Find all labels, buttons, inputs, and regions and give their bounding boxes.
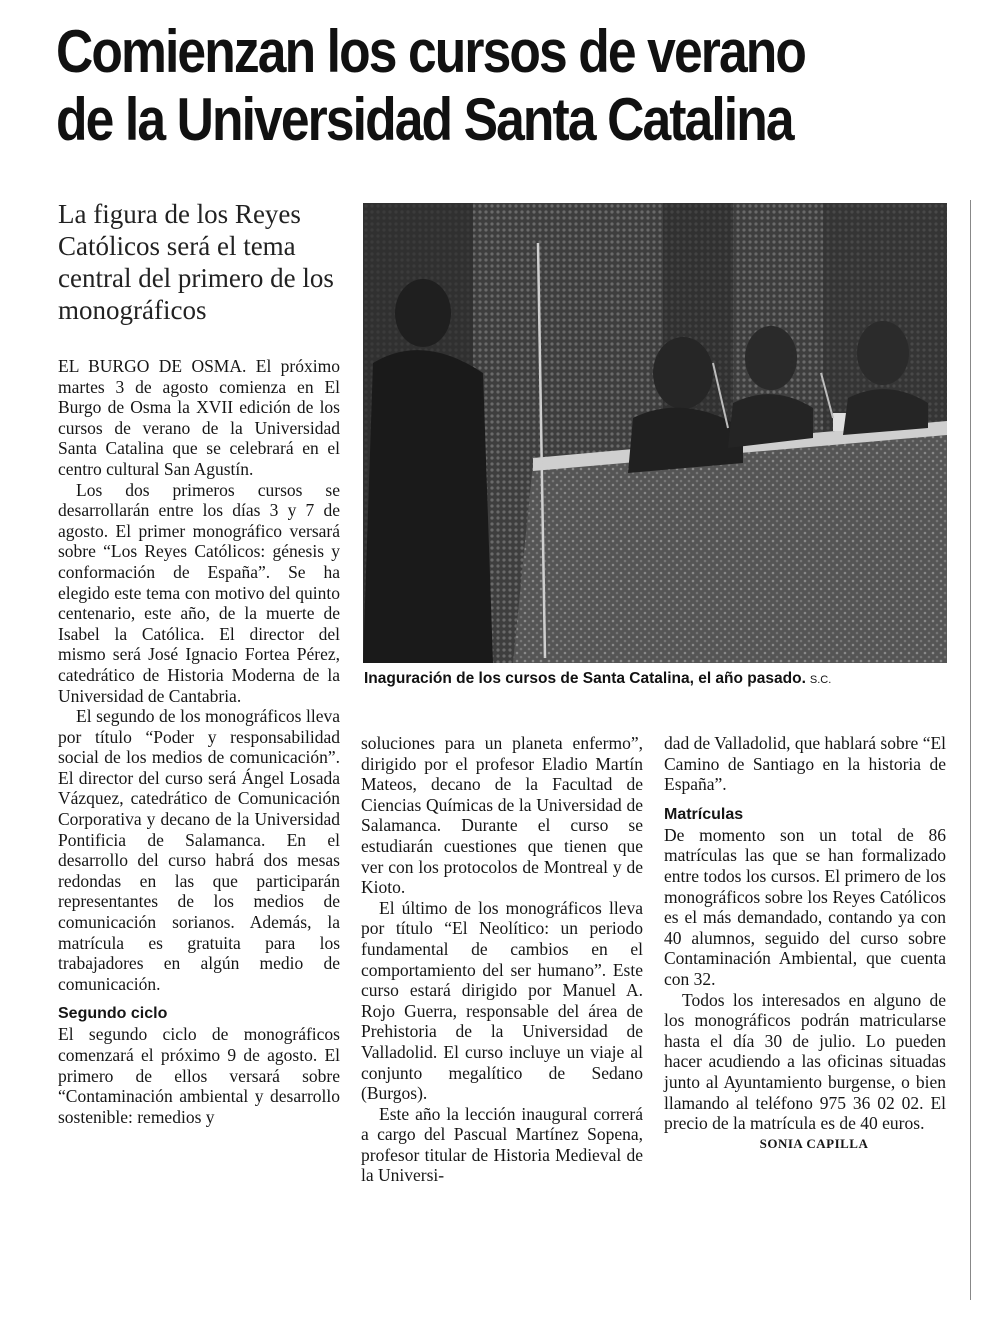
article-column-1 <box>58 356 340 1127</box>
headline-line-1: Comienzan los cursos de verano <box>56 18 806 85</box>
column-rule <box>970 200 971 1300</box>
photo-caption-text: Inaguración de los cursos de Santa Catalina, el año pasado. <box>364 670 806 687</box>
paragraph: EL BURGO DE OSMA. El próximo martes 3 de agosto comienza en El Burgo de Osma la XVII edición de los cursos de verano de la Universidad Santa Catalina que se celebrará en el centro cultural San Agustín. <box>58 356 340 479</box>
paragraph: Los dos primeros cursos se desarrollarán entre los días 3 y 7 de agosto. El primer monográfico versará sobre “Los Reyes Católicos: génesis y conformación de España”. Se ha elegido este tema con motivo del quinto centenario, este año, de la muerte de Isabel la Católica. El director del mismo será José Ignacio Fortea Pérez, catedrático de Historia Moderna de la Universidad de Cantabria. <box>58 479 340 706</box>
paragraph: El último de los monográficos lleva por título “El Neolítico: un periodo fundamental de cambios en el comportamiento del ser humano”. Este curso estará dirigido por Manuel A. Rojo Guerra, responsable del área de Prehistoria de la Universidad de Valladolid. El curso incluye un viaje al conjunto megalítico de Sedano (Burgos). <box>361 897 643 1104</box>
article-column-2 <box>361 733 643 1186</box>
paragraph: El segundo ciclo de monográficos comenzará el próximo 9 de agosto. El primero de ellos versará sobre “Contaminación ambiental y desarrollo sostenible: remedios y <box>58 1024 340 1127</box>
article-column-3 <box>664 733 946 1154</box>
paragraph: soluciones para un planeta enfermo”, dirigido por el profesor Eladio Martín Mateos, decano de la Facultad de Ciencias Químicas de la Universidad de Salamanca. Durante el curso se estudiarán cuestiones que tienen que ver con los protocolos de Montreal y de Kioto. <box>361 733 643 898</box>
photo-credit: S.C. <box>809 674 832 686</box>
section-heading-segundo-ciclo: Segundo ciclo <box>58 1005 168 1023</box>
photo-illustration <box>363 203 947 663</box>
paragraph: De momento son un total de 86 matrículas las que se han formalizado entre todos los cursos. El primero de los monográficos sobre los Reyes Católicos es el más demandado, contando ya con 40 alumnos, seguido del curso sobre Contaminación Ambiental, que cuenta con 32. <box>664 824 946 989</box>
section-heading-matriculas: Matrículas <box>664 805 744 823</box>
photo-caption <box>364 670 964 688</box>
paragraph: Este año la lección inaugural correrá a cargo del Pascual Martínez Sopena, profesor titular de Historia Medieval de la Universi- <box>361 1103 643 1186</box>
headline <box>56 18 830 154</box>
news-photo <box>363 203 947 663</box>
byline: SONIA CAPILLA <box>759 1135 869 1151</box>
paragraph: dad de Valladolid, que hablará sobre “El Camino de Santiago en la historia de España”. <box>664 733 947 795</box>
paragraph: Todos los interesados en alguno de los monográficos podrán matricularse hasta el día 30 de julio. Lo pueden hacer acudiendo a las oficinas situadas junto al Ayuntamiento burgense, o bien llamando al teléfono 975 36 02 02. El precio de la matrícula es de 40 euros. <box>664 989 946 1134</box>
paragraph: El segundo de los monográficos lleva por título “Poder y responsabilidad social de los medios de comunicación”. El director del curso será Ángel Losada Vázquez, catedrático de Comunicación Corporativa y decano de la Universidad Pontificia de Salamanca. En el desarrollo del curso habrá dos mesas redondas en las que participarán representantes de los medios de comunicación sorianos. Además, la matrícula es gratuita para los trabajadores en algún medio de comunicación. <box>58 706 340 994</box>
subheadline: La figura de los Reyes Católicos será el tema central del primero de los monográficos <box>58 199 334 325</box>
headline-line-2: de la Universidad Santa Catalina <box>56 86 793 153</box>
